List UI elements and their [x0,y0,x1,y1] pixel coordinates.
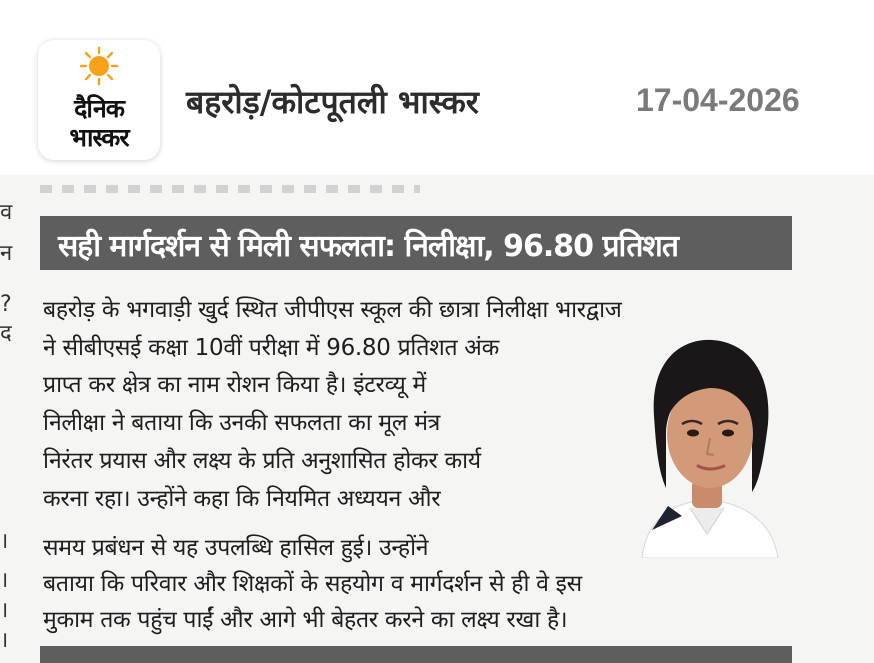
left-column-fragment: । [0,630,9,652]
article-line: मुकाम तक पहुंच पाईं और आगे भी बेहतर करने का लक्ष्य रखा है। [43,607,568,633]
left-column-fragment: द [0,323,12,345]
edition-title: बहरोड़/कोटपूतली भास्कर [186,83,479,121]
student-photo [612,330,802,558]
article-line: प्राप्त कर क्षेत्र का नाम रोशन किया है। इंटरव्यू में [43,372,426,398]
header [0,0,874,175]
next-headline-bar [40,646,792,663]
article-line: ने सीबीएसई कक्षा 10वीं परीक्षा में 96.80 प्रतिशत अंक [43,335,499,361]
left-column-fragment: । [0,600,9,622]
article-line: बताया कि परिवार और शिक्षकों के सहयोग व मार्गदर्शन से ही वे इस [43,571,582,597]
logo-line-2: भास्कर [69,123,129,152]
article-headline: सही मार्गदर्शन से मिली सफलता: निलीक्षा, 96.80 प्रतिशत [58,229,678,264]
article-line: निरंतर प्रयास और लक्ष्य के प्रति अनुशासित होकर कार्य [43,448,481,474]
article-line: बहरोड़ के भगवाड़ी खुर्द स्थित जीपीएस स्कूल की छात्रा निलीक्षा भारद्वाज [43,297,622,323]
left-column-fragment: व [0,202,13,224]
edition-date: 17-04-2026 [636,82,800,118]
article-line: करना रहा। उन्होंने कहा कि नियमित अध्ययन और [43,486,441,512]
left-column-fragment: । [0,531,9,553]
left-column-fragment: न [0,243,13,265]
logo-line-1: दैनिक [74,94,124,123]
article-line: समय प्रबंधन से यह उपलब्धि हासिल हुई। उन्होंने [43,535,429,561]
article-line: निलीक्षा ने बताया कि उनकी सफलता का मूल मंत्र [43,410,441,436]
dainik-bhaskar-logo[interactable] [38,40,160,160]
previous-article-text-fragment [40,185,420,193]
left-column-fragment: । [0,570,9,592]
left-column-fragment: ? [0,294,12,316]
